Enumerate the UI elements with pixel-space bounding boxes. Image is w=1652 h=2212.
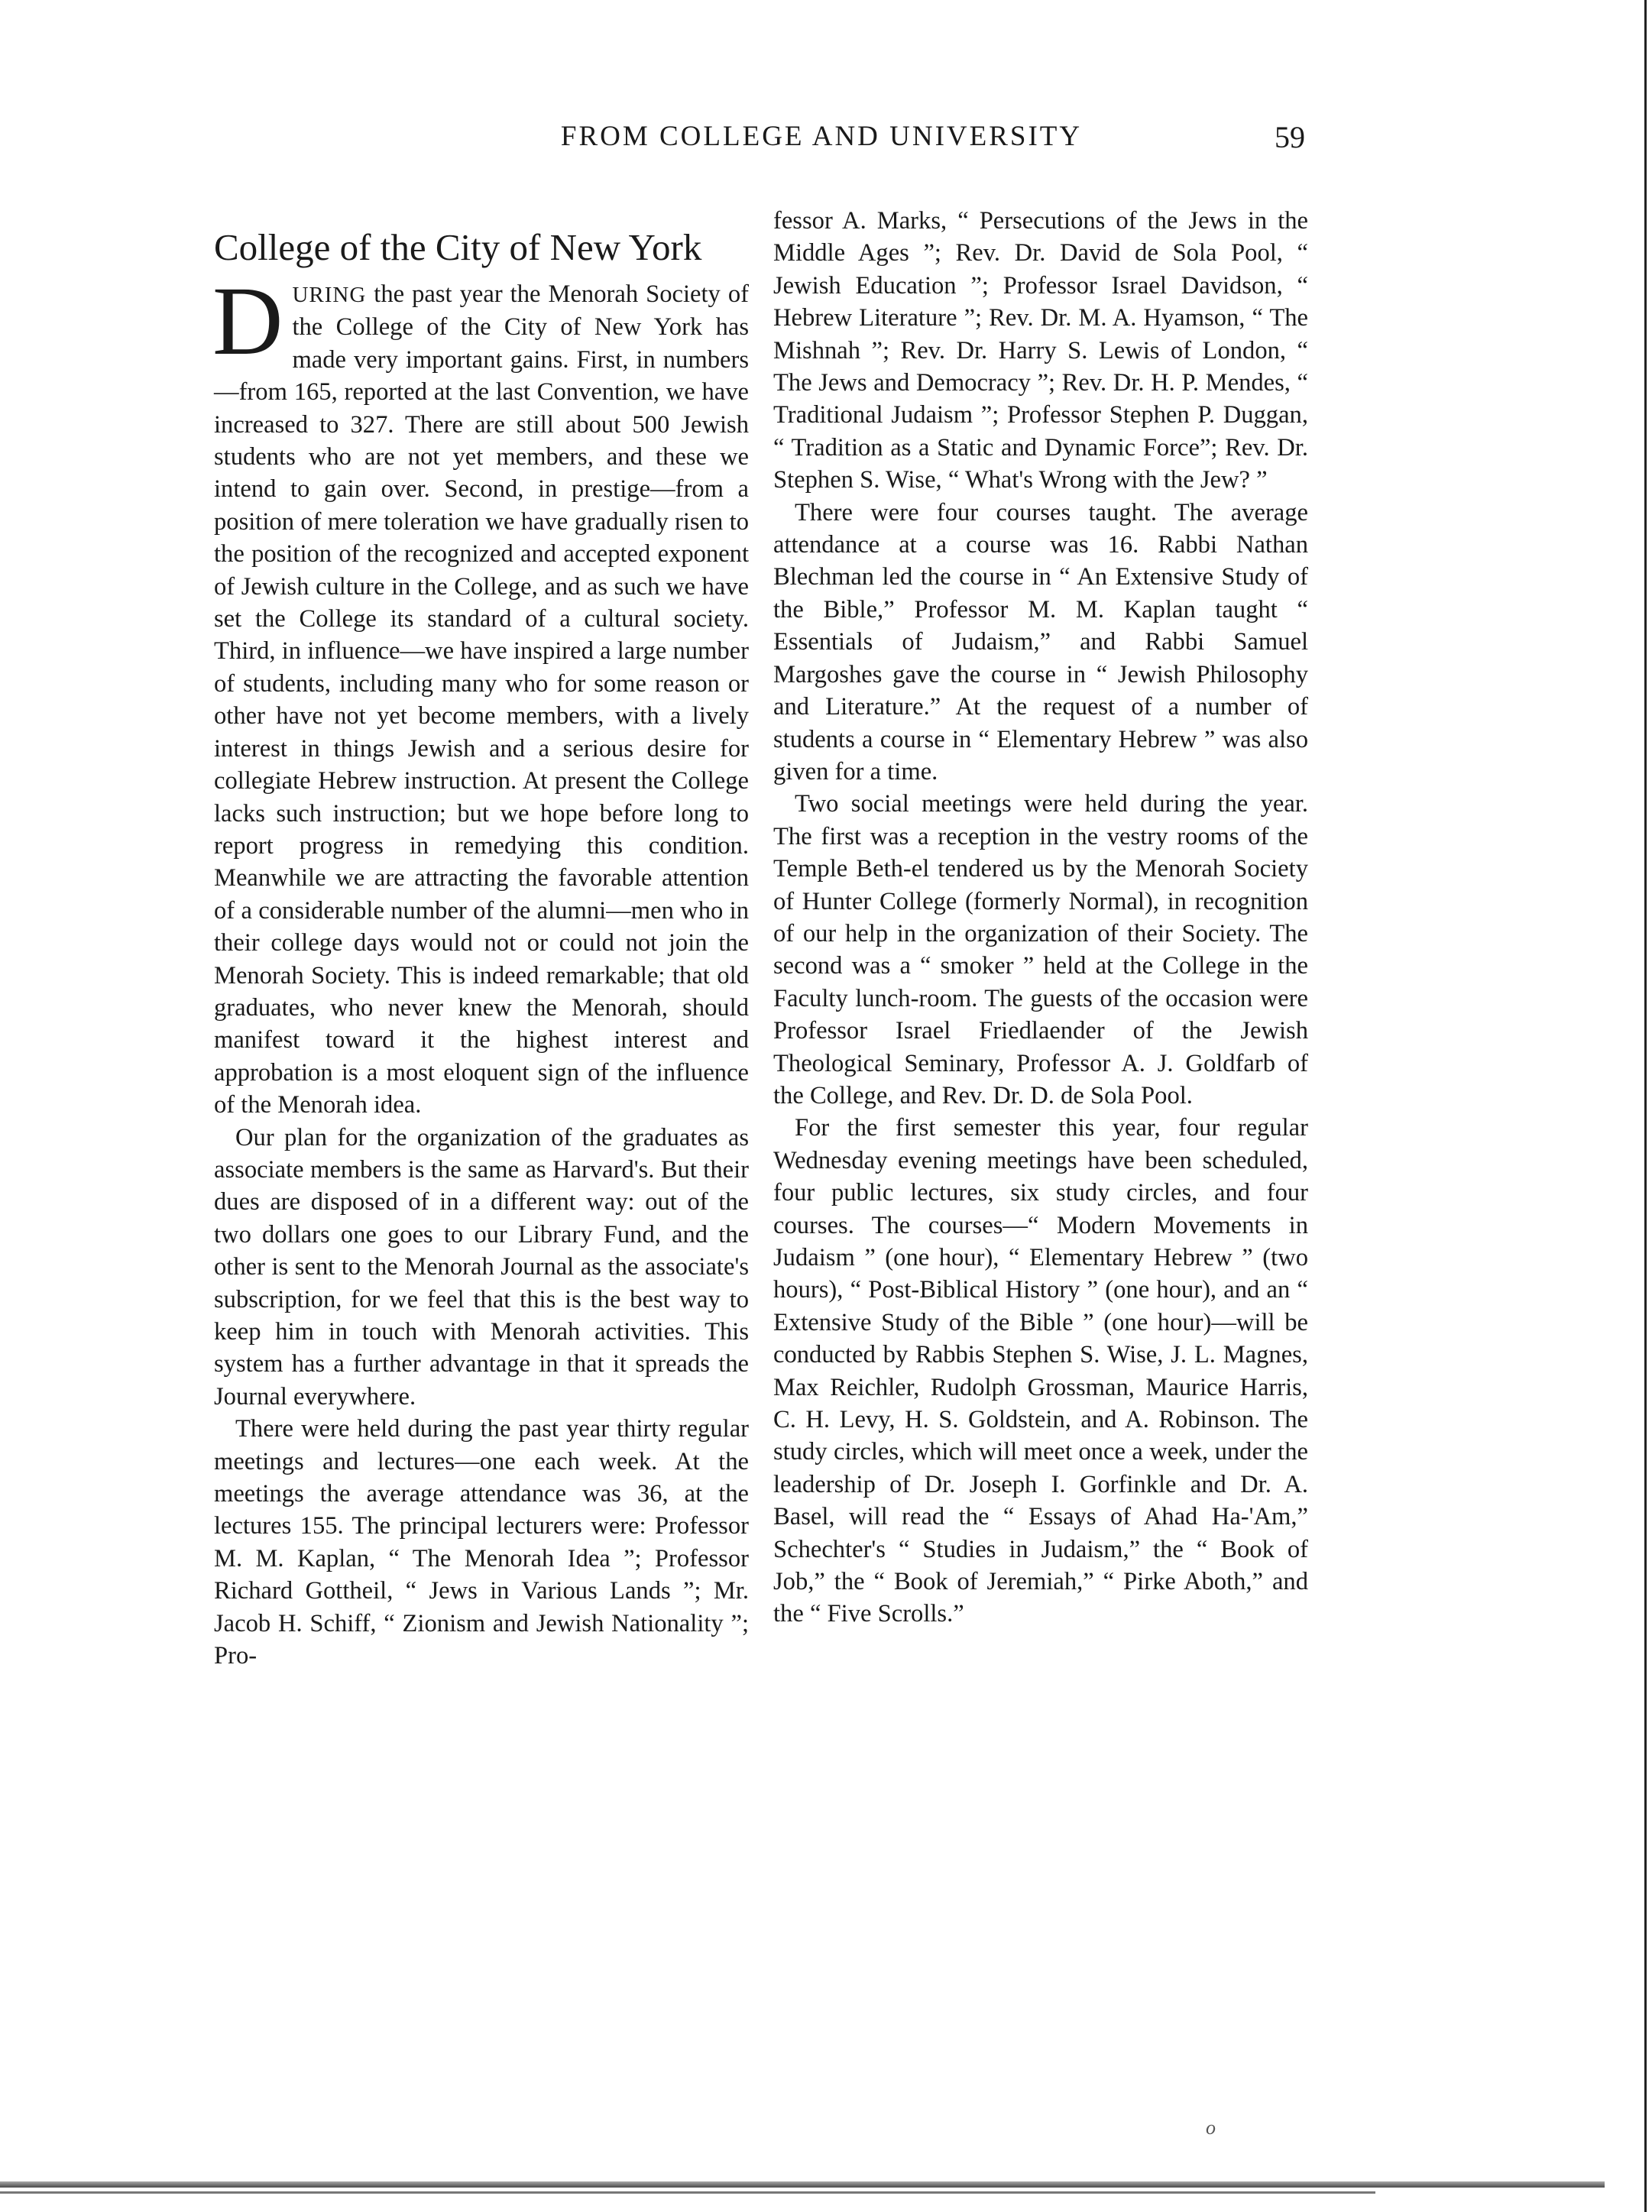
- running-head: FROM COLLEGE AND UNIVERSITY: [560, 121, 1083, 152]
- paragraph-semester-plan: For the first semester this year, four regular Wednesday evening meetings have been scheduled, four public lectures, six study circles, and four courses. The courses—“ Modern Movements in Judaism ” (one hour), “ Elementary Hebrew ” (two hours), “ Post-Biblical History ” (one hour), and an “ Extensive Study of the Bible ” (one hour)—will be conducted by Rabbis Stephen S. Wise, J. L. Magnes, Max Reichler, Rudolph Grossman, Maurice Harris, C. H. Levy, H. S. Goldstein, and A. Robinson. The study circles, which will meet once a week, under the leadership of Dr. Joseph I. Gorfinkle and Dr. A. Basel, will read the “ Essays of Ahad Ha-'Am,” Schechter's “ Studies in Judaism,” the “ Book of Job,” the “ Book of Jeremiah,” “ Pirke Aboth,” and the “ Five Scrolls.”: [773, 1114, 1308, 1628]
- paragraph-intro-text: the past year the Menorah Society of the College of the City of New York has made very important gains. First, in numbers—from 165, reported at the last Convention, we have increased to 327. There are still about 500 Jewish students who are not yet members, and these we intend to gain over. Second, in prestige—from a position of mere toleration we have gradually risen to the position of the recognized and accepted exponent of Jewish culture in the College, and as such we have set the College its standard of a cultural society. Third, in influence—we have inspired a large number of students, including many who for some reason or other have not yet become members, with a lively interest in things Jewish and a serious desire for collegiate Hebrew instruction. At present the College lacks such instruction; but we hope before long to report progress in remedying this condition. Meanwhile we are attracting the favorable attention of a considerable number of the alumni—men who in their college days would not or could not join the Menorah Society. This is indeed remarkable; that old graduates, who never knew the Menorah, should manifest toward it the highest interest and approbation is a most eloquent sign of the influence of the Menorah idea.: [214, 280, 749, 1119]
- left-column: [214, 226, 749, 1672]
- paragraph-intro: [212, 267, 749, 1122]
- paragraph-associates: Our plan for the organization of the graduates as associate members is the same as Harvard's. But their dues are disposed of in a different way: out of the two dollars one goes to our Library Fund, and the other is sent to the Menorah Journal as the associate's subscription, for we feel that this is the best way to keep him in touch with Menorah activities. This system has a further advantage in that it spreads the Journal everywhere.: [214, 1123, 749, 1410]
- scan-edge-bottom-line: [0, 2191, 1375, 2194]
- scan-edge-right: [1644, 0, 1647, 2212]
- paragraph-social-meetings: Two social meetings were held during the year. The first was a reception in the vestry rooms of the Temple Beth-el tendered us by the Menorah Society of Hunter College (formerly Normal), in recognition of our help in the organization of their Society. The second was a “ smoker ” held at the College in the Faculty lunch-room. The guests of the occasion were Professor Israel Friedlaender of the Jewish Theological Seminary, Professor A. J. Goldfarb of the College, and Rev. Dr. D. de Sola Pool.: [773, 790, 1308, 1109]
- paragraph-lectures: There were held during the past year thirty regular meetings and lectures—one each week. At the meetings the average attendance was 36, at the lectures 155. The principal lecturers were: Professor M. M. Kaplan, “ The Menorah Idea ”; Professor Richard Gottheil, “ Jews in Various Lands ”; Mr. Jacob H. Schiff, “ Zionism and Jewish Nationality ”; Pro-: [214, 1415, 749, 1670]
- article-title: College of the City of New York: [214, 226, 702, 268]
- paragraph-lectures-continued: fessor A. Marks, “ Persecutions of the Jews in the Middle Ages ”; Rev. Dr. David de Sola Pool, “ Jewish Education ”; Professor Israel Davidson, “ Hebrew Literature ”; Rev. Dr. M. A. Hyamson, “ The Mishnah ”; Rev. Dr. Harry S. Lewis of London, “ The Jews and Democracy ”; Rev. Dr. H. P. Mendes, “ Traditional Judaism ”; Professor Stephen P. Duggan, “ Tradition as a Static and Dynamic Force”; Rev. Dr. Stephen S. Wise, “ What's Wrong with the Jew? ”: [773, 207, 1308, 494]
- drop-cap: D: [212, 267, 283, 375]
- paragraph-courses: There were four courses taught. The average attendance at a course was 16. Rabbi Nathan Blechman led the course in “ An Extensive Study of the Bible,” Professor M. M. Kaplan taught “ Essentials of Judaism,” and Rabbi Samuel Margoshes gave the course in “ Jewish Philosophy and Literature.” At the request of a number of students a course in “ Elementary Hebrew ” was also given for a time.: [773, 498, 1308, 785]
- opening-word: URING: [292, 283, 367, 307]
- right-column: [773, 205, 1308, 1631]
- scan-edge-bottom: [0, 2181, 1605, 2188]
- page-number: 59: [1275, 120, 1305, 154]
- footer-mark: o: [1206, 2116, 1216, 2139]
